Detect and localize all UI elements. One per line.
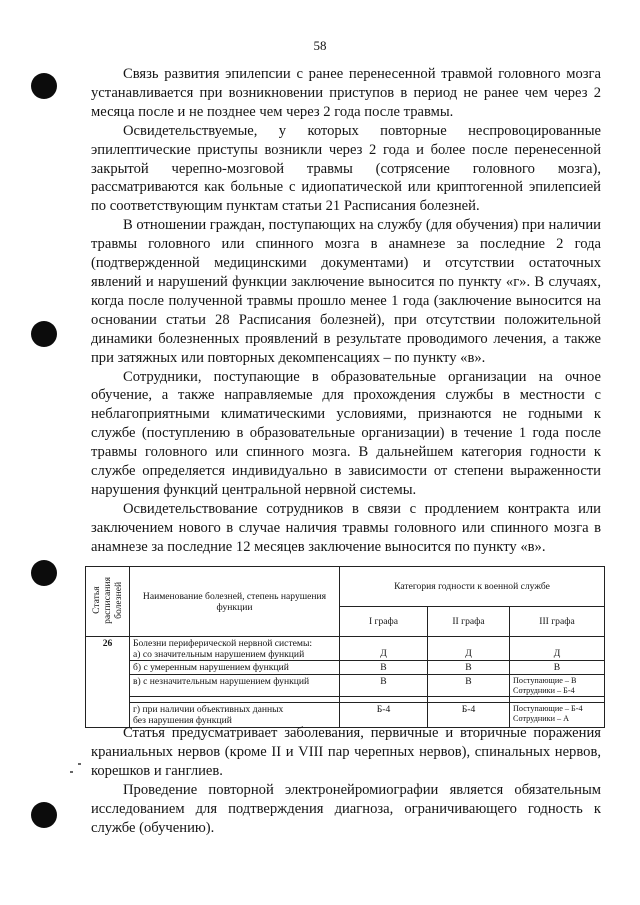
body-text-bottom [91, 724, 601, 837]
header-column-1: I графа [340, 607, 428, 637]
row-name: а) со значительным нарушением функций [133, 649, 305, 660]
article-number: 26 [86, 637, 130, 728]
paragraph: Освидетельствуемые, у которых повторные неспровоцированные эпилептические приступы возникли через 2 года и более после перенесенной закрытой черепно-мозговой травмы (сотрясение головного мозга), рассматриваются как больные с идиопатической или криптогенной эпилепсией по соответствующим пунктам статьи 21 Расписания болезней. [91, 122, 601, 215]
row-c-col3 [510, 675, 605, 697]
row-d-col1: Б-4 [340, 703, 428, 728]
row-c-col1: В [340, 675, 428, 697]
header-column-3: III графа [510, 607, 605, 637]
page-number: 58 [313, 38, 327, 53]
scan-speck [78, 763, 81, 765]
paragraph: Статья предусматривает заболевания, первичные и вторичные поражения краниальных нервов (кроме II и VIII пар черепных нервов), спинальных нервов, корешков и ганглиев. [91, 725, 601, 779]
paragraph: Освидетельствование сотрудников в связи с продлением контракта или заключением нового в случае наличия травмы головного или спинного мозга в анамнезе за последние 12 месяцев заключение выносится по пункту «в». [91, 500, 601, 555]
row-c-col3-line2: Сотрудники – Б-4 [513, 685, 575, 695]
paragraph: Проведение повторной электронейромиографии является обязательным исследованием для подтверждения диагноза, ограничивающего годность к службе (обучению). [91, 781, 601, 836]
paragraph: Сотрудники, поступающие в образовательные организации на очное обучение, а также направляемые для прохождения службы в местности с неблагоприятными климатическими условиями, признаются не годными к службе (поступлению в образовательные организации) в течение 1 года после травмы головного или спинного мозга. В дальнейшем категория годности к службе определяется индивидуально в зависимости от степени выраженности нарушения функций центральной нервной системы. [91, 368, 601, 498]
row-b-col2: В [428, 661, 510, 675]
row-title: Болезни периферической нервной системы: [133, 638, 313, 649]
row-name: б) с умеренным нарушением функций [130, 661, 340, 675]
header-column-2: II графа [428, 607, 510, 637]
row-a-col1: Д [340, 637, 428, 661]
row-d-name-line2: без нарушения функций [133, 715, 232, 726]
binder-hole-4 [31, 802, 57, 828]
row-a-col2: Д [428, 637, 510, 661]
row-b-col1: В [340, 661, 428, 675]
header-article-cell [86, 567, 130, 637]
row-a-col3: Д [510, 637, 605, 661]
row-c-col2: В [428, 675, 510, 697]
header-article: Статья расписания болезней [91, 576, 124, 624]
body-text-top [91, 65, 601, 557]
disease-table [85, 566, 605, 728]
table-row [130, 637, 340, 661]
binder-hole-3 [31, 560, 57, 586]
binder-hole-1 [31, 73, 57, 99]
row-name: в) с незначительным нарушением функций [130, 675, 340, 697]
row-c-col3-line1: Поступающие – В [513, 676, 577, 685]
row-d-col3-line1: Поступающие – Б-4 [513, 704, 583, 713]
scan-speck [70, 771, 73, 773]
header-category: Категория годности к военной службе [340, 567, 605, 607]
header-name: Наименование болезней, степень нарушения функции [130, 567, 340, 637]
paragraph: В отношении граждан, поступающих на службу (для обучения) при наличии травмы головного или спинного мозга в анамнезе за последние 2 года (подтвержденной медицинскими документами) и отсутствии остаточных явлений и нарушений функции заключение выносится по пункту «г». В случаях, когда после полученной травмы прошло менее 1 года (заключение выносится на основании статьи 28 Расписания болезней), при отсутствии положительной динамики болезненных проявлений в результате проводимого лечения, а также при затяжных или повторных декомпенсациях – по пункту «в». [91, 217, 601, 366]
row-d-col2: Б-4 [428, 703, 510, 728]
row-d-name-line1: г) при наличии объективных данных [133, 704, 284, 715]
row-b-col3: В [510, 661, 605, 675]
paragraph: Связь развития эпилепсии с ранее перенесенной травмой головного мозга устанавливается при возникновении приступов в период не ранее чем через 2 месяца после и не позднее чем через 2 года после травмы. [91, 66, 601, 120]
binder-hole-2 [31, 321, 57, 347]
row-d-col3-line2: Сотрудники – А [513, 713, 570, 723]
